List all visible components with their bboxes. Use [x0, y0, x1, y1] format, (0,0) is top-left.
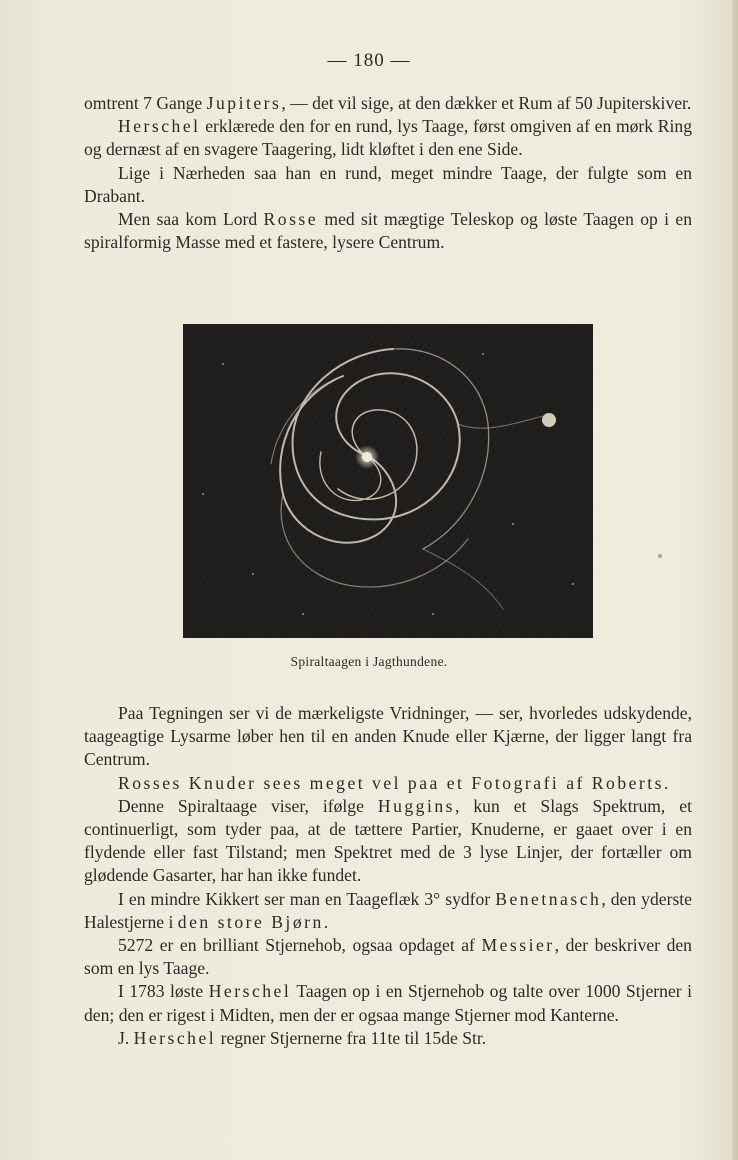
spaced-name-j-herschel: Herschel — [133, 1027, 217, 1048]
spaced-name-roberts: Roberts — [591, 772, 665, 793]
text-block-top — [84, 92, 692, 254]
paragraph-herschel-description: Herschel erklærede den for en rund, lys Taage, først omgiven af en mørk Ring og dernæst af en svagere Taagering, lidt kløftet i den ene Side. — [84, 116, 692, 160]
spaced-name-herschel-2: Herschel — [208, 981, 292, 1002]
paper-speck — [658, 554, 662, 558]
spaced-name-herschel: Herschel — [118, 116, 201, 137]
text-block-bottom — [84, 702, 692, 1050]
paragraph-lord-rosse: Men saa kom Lord Rosse med sit mægtige Teleskop og løste Taagen op i en spiralformig Masse med et fastere, lysere Centrum. — [84, 209, 692, 253]
paragraph-vridninger: Paa Tegningen ser vi de mærkeligste Vridninger, — ser, hvorledes udskydende, taageagtige Lysarme løber hen til en anden Knude eller Kjærne, der ligger langt fra Centrum. — [84, 703, 692, 770]
paragraph-huggins: Denne Spiraltaage viser, ifølge Huggins, kun et Slags Spektrum, et continuerligt, som tyder paa, at de tættere Partier, Knuderne, er gaaet over i en flydende eller fast Tilstand; men Spektret med de 3 lyse Linjer, der fortæller om glødende Gasarter, har han ikke fundet. — [84, 795, 692, 886]
page-number: — 180 — — [327, 50, 411, 71]
paragraph-j-herschel: J. Herschel regner Stjernerne fra 11te til 15de Str. — [118, 1027, 487, 1048]
spaced-name-store-bjorn: den store Bjørn — [177, 911, 324, 932]
page-edge-shadow — [732, 0, 738, 1160]
spaced-name-benetnasch: Benetnasch — [495, 888, 602, 909]
companion-nebula — [542, 413, 556, 427]
spaced-name-huggins: Huggins — [377, 795, 456, 816]
figure-caption: Spiraltaagen i Jagthundene. — [290, 654, 448, 669]
paragraph-messier: 5272 er en brilliant Stjernehob, ogsaa opdaget af Messier, der beskriver den som en lys Taage. — [84, 935, 692, 979]
nebula-core-bright — [362, 452, 372, 462]
paragraph-jupiters: omtrent 7 Gange Jupiters, — det vil sige, at den dækker et Rum af 50 Jupiterskiver. — [84, 93, 692, 113]
spaced-name-rosse: Rosse — [263, 209, 319, 230]
paragraph-herschel-1783: I 1783 løste Herschel Taagen op i en Stjernehob og talte over 1000 Stjerner i den; den er rigest i Midten, men der er ogsaa mange Stjerner mod Kanterne. — [84, 981, 692, 1025]
spiral-nebula-illustration — [183, 324, 593, 638]
spaced-name-jupiters: Jupiters — [206, 93, 282, 113]
paragraph-drabant: Lige i Nærheden saa han en rund, meget mindre Taage, der fulgte som en Drabant. — [84, 162, 692, 206]
paragraph-roberts: Rosses Knuder sees meget vel paa et Fotografi af Roberts. — [118, 772, 669, 793]
spaced-name-messier: Messier — [481, 935, 555, 956]
spiral-nebula-drawing — [183, 324, 593, 638]
paragraph-benetnasch: I en mindre Kikkert ser man en Taageflæk 3° sydfor Benetnasch, den yderste Halestjerne i den store Bjørn. — [84, 888, 692, 932]
spaced-name-rosses: Rosses Knuder sees meget vel paa et Fotografi af — [118, 772, 592, 793]
